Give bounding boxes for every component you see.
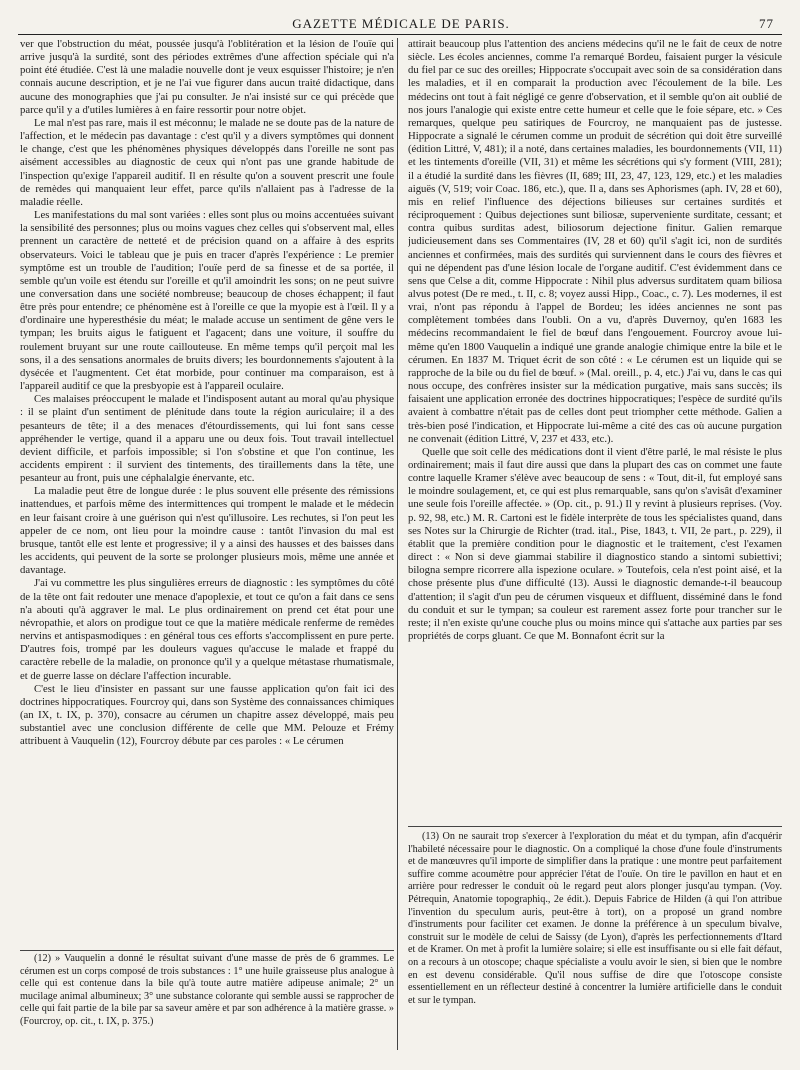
paragraph: La maladie peut être de longue durée : le plus souvent elle présente des rémissions inattendues, et parfois même des intermittences qui trompent le malade et le médecin en leur faisant croire à une guérison qui n'est qu'illusoire. Les rechutes, si l'on peut les appeler de ce nom, ont lieu pour la moindre cause : tantôt l'invasion du mal est brusque, tantôt elle est lente et progressive; il y a ainsi des hausses et des baisses dans les accidents, qui peuvent de la sorte se prolonger plusieurs mois, même une année et davantage. <box>20 485 394 577</box>
footnote-text: (12) » Vauquelin a donné le résultat suivant d'une masse de près de 6 grammes. Le cérumen est un corps composé de trois substances : 1° une huile graisseuse plus analogue à celle qui est contenue dans la bile qu'à toute autre matière adipeuse animale; 2° un mucilage animal albumineux; 3° une substance colorante qui semble aussi se rapprocher de celle qui fait partie de la bile par sa saveur amère et par son adhérence à la matière grasse. » (Fourcroy, op. cit., t. IX, p. 375.) <box>20 953 394 1027</box>
header-rule <box>18 34 782 35</box>
journal-title: GAZETTE MÉDICALE DE PARIS. <box>292 16 510 31</box>
paragraph: J'ai vu commettre les plus singulières erreurs de diagnostic : les symptômes du côté de la tête ont fait redouter une menace d'apoplexie, et tout ce qu'on a fait dans ce sens n'a abouti qu'à aggraver le mal. Le plus ordinairement on prend cet état pour une névropathie, et alors on prodigue tout ce que la matière médicale renferme de remèdes nervins et antispasmodiques : en général tous ces efforts s'accomplissent en pure perte. D'autres fois, trompé par les douleurs vagues qu'accuse le malade et frappé du caractère rebelle de la maladie, on prononce qu'il y a quelque métastase rhumatismale, et de guerre lasse on déclare l'affection incurable. <box>20 577 394 682</box>
footnote-text: (13) On ne saurait trop s'exercer à l'exploration du méat et du tympan, afin d'acquérir l'habileté nécessaire pour le diagnostic. On a compliqué la chose d'une foule d'instruments et de manœuvres qu'il importe de simplifier dans la pratique : une montre peut parfaitement suffire comme acoumètre pour apprécier l'état de l'ouïe. On tire le pavillon en haut et en arrière pour redresser le conduit où le regard peut alors plonger jusqu'au tympan. (Voy. Pétrequin, Anatomie topographiq., 2e édit.). Depuis Fabrice de Hilden (à qui l'on attribue l'invention du speculum auris, peut-être à tort), on a proposé un grand nombre d'instruments pour faciliter cet examen. Je donne la préférence à un speculum bivalve, construit sur le modèle de celui de Saissy (de Lyon), d'après les perfectionnements d'Itard et de Kramer. On met à profit la lumière solaire; si elle est insuffisante ou si elle fait défaut, on a recours à un otoscope; chaque spécialiste a voulu avoir le sien, si bien que le nombre en est devenu considérable. Qu'il nous suffise de dire que l'otoscope consiste essentiellement en un réflecteur destiné à concentrer la lumière artificielle dans le conduit et sur le tympan. <box>408 831 782 1006</box>
footnote-13 <box>408 831 782 1059</box>
column-divider <box>397 38 398 1050</box>
left-column <box>20 38 394 1050</box>
running-head <box>28 12 774 32</box>
paragraph: Quelle que soit celle des médications dont il vient d'être parlé, le mal résiste le plus ordinairement; mais il faut dire aussi que dans la plupart des cas on commet une faute contre laquelle Kramer s'élève avec beaucoup de sens : « Tout, dit-il, fut employé sans le moindre soulagement, et, ce qui est plus remarquable, sans qu'on s'avisât d'examiner une seule fois l'oreille affectée. » (Op. cit., p. 91.) Il y revint à plusieurs reprises. (Voy. p. 92, 98, etc.) M. R. Cartoni est le fidèle interprète de tous les spécialistes quand, dans ses Notes sur la Chirurgie de Richter (trad. ital., Pise, 1843, t. VII, 2e part., p. 229), il établit que la première condition pour le diagnostic et le traitement, c'est l'examen direct : « Non si deve giammai stabilire il diagnostico stando a sintomi subiettivi; bilogna sempre ricorrere alla ispezione oculare. » Toutefois, cela n'est point aisé, et la chose présente plus d'une difficulté (13). Aussi le diagnostic demande-t-il beaucoup d'attention; il s'agit d'un peu de cérumen visqueux et diffluent, disséminé dans le fond du conduit et sur le tympan; sa couleur est rarement assez forte pour trancher sur le reste; il n'en existe qu'une couche plus ou moins mince qui s'attache aux parties par ses propriétés de corps gluant. Ce que M. Bonnafont écrit sur la <box>408 445 782 643</box>
right-column <box>408 38 782 821</box>
footnote-rule <box>20 950 394 951</box>
footnote-rule <box>408 826 782 827</box>
paragraph: Le mal n'est pas rare, mais il est méconnu; le malade ne se doute pas de la nature de l'affection, et le médecin pas davantage : c'est qu'il y a divers symptômes qui donnent le change, c'est que les phénomènes physiques développés dans l'oreille ne sont pas aisément accessibles au diagnostic de ceux qui n'ont pas une grande habitude de l'inspection qu'exige l'appareil auditif. Il en résulte qu'on a souvent prescrit une foule de remèdes qui manquaient leur effet, parce qu'ils n'allaient pas à l'adresse de la maladie réelle. <box>20 116 394 208</box>
paragraph: attirait beaucoup plus l'attention des anciens médecins qu'il ne le fait de ceux de notre siècle. Les écoles anciennes, comme l'a remarqué Bordeu, faisaient purger la vésicule du fiel par ce suc des oreilles; Hippocrate s'occupait avec soin de sa considération dans les maladies, et il en comparait la production avec l'écoulement de la bile. Les médecins ont tout à fait négligé ce genre d'observation, et il semble qu'on ait oublié de nos jours l'analogie qui existe entre cette humeur et celle que le foie sépare, etc. » Ces remarques, quelque peu satiriques de Fourcroy, ne manquaient pas de justesse. Hippocrate a signalé le cérumen comme un produit de sécrétion qui doit être surveillé (édition Littré, V, 481); il a noté, dans certaines maladies, les bourdonnements (VII, 11) et les tintements d'oreille (VII, 31) et même les sécrétions qui s'y forment (VIII, 281); il a étudié la surdité dans les fièvres (II, 689; III, 23, 47, 123, 129, etc.) et les maladies aiguës (V, 519; voir Coac. 186, etc.), que. Il a, dans ses Aphorismes (aph. IV, 28 et 60), mis en relief l'influence des déjections bilieuses sur certaines surdités et réciproquement : Quibus dejectiones sunt biliosæ, superveniente surditate, cessant; et contra quibus surditas adest, biliosorum dejectione finitur. Galien remarque judicieusement dans ses Commentaires (IV, 28 et 60) qu'il s'agit ici, non de surdités anciennes et confirmées, mais des surdités qui surviennent dans le cours des fièvres et qui ne dépendent pas d'une lésion locale de l'organe auditif. C'est évidemment dans ce sens que Celse a dit, comme Hippocrate : Nihil plus adversus surditatem quam biliosa alvus potest (De re med., t. II, c. 8; voyez aussi Hipp., Coac., c. 7). Les modernes, il est vrai, n'ont pas répondu à l'appel de Bordeu; les idées anciennes ne sont pas complètement tombées dans l'oubli. On a vu, d'après Duvernoy, qu'en 1683 les médecins recommandaient le fiel de bœuf dans l'engouement. Fourcroy avoue lui-même qu'en 1800 Vauquelin a indiqué une grande analogie chimique entre la bile et le cérumen. En 1837 M. Triquet écrit de son côté : « Le cérumen est un liquide qui se rapproche de la bile ou du fiel de bœuf. » (Mal. oreill., p. 4, etc.) J'ai vu, dans le cas qui nous occupe, des confrères insister sur la médication purgative, mais sans succès; ils faisaient une application erronée des doctrines hippocratiques; l'espèce de surdité qu'ils avaient à combattre n'était pas de celles dont peut triompher cette méthode. Galien a très-bien posé l'indication, et Hippocrate lui-même a cité des cas où aucune purgation ne convenait (édition Littré, V, 237 et 433, etc.). <box>408 38 782 445</box>
paragraph: Les manifestations du mal sont variées : elles sont plus ou moins accentuées suivant la sensibilité des personnes; plus ou moins vagues chez celles qui s'observent mal, elles prennent un caractère de netteté et de précision quand on a affaire à des esprits observateurs. Voici le tableau que je puis en tracer d'après l'expérience : Le premier symptôme est un trouble de l'audition; l'ouïe perd de sa finesse et de sa portée, il semble qu'un voile est étendu sur l'oreille et qu'il amoindrit les sons; on ne peut suivre une conversation dans une société nombreuse; beaucoup de choses échappent; il faut être près pour entendre; ce phénomène est à l'oreille ce que la myopie est à l'œil. Il y a d'ordinaire une hyperesthésie du méat; le malade accuse un sentiment de gêne vers le tympan; les bruits aigus le fatiguent et l'agacent; dans une voiture, il souffre du roulement bruyant sur une route caillouteuse. En même temps qu'il perçoit mal les sons, il a des sensations anormales de bruits divers; les bourdonnements s'ajoutent à la dysécée et l'augmentent. Cet état morbide, pour continuer ma comparaison, est à l'appareil auditif ce que la presbyopie est à l'appareil oculaire. <box>20 209 394 393</box>
paragraph: C'est le lieu d'insister en passant sur une fausse application qu'on fait ici des doctrines hippocratiques. Fourcroy qui, dans son Système des connaissances chimiques (an IX, t. IX, p. 370), consacre au cérumen un chapitre assez développé, mais peu substantiel avec une conclusion différente de celle que MM. Pelouze et Frémy attribuent à Vauquelin (12), Fourcroy débute par ces paroles : « Le cérumen <box>20 682 394 748</box>
footnote-12 <box>20 953 394 1053</box>
paragraph: Ces malaises préoccupent le malade et l'indisposent autant au moral qu'au physique : il se plaint d'un sentiment de plénitude dans toute la région auriculaire; il a des pesanteurs de tête; il a des menaces d'étourdissements, qui lui font sans cesse appréhender le vertige, quand il a apparu une ou deux fois. Tout travail intellectuel devient difficile, et parfois impossible; si l'on s'obstine et que l'on continue, les accidents empirent : il survient des tintements, des tiraillements dans la tête, une pesanteur au front, puis une céphalalgie énervante, etc. <box>20 393 394 485</box>
paragraph: ver que l'obstruction du méat, poussée jusqu'à l'oblitération et la lésion de l'ouïe qui arrive jusqu'à la surdité, sont des périodes extrêmes d'une affection spéciale qui n'a point été étudiée. C'est là une maladie nouvelle dont je veux esquisser l'histoire; je n'en connais aucune description, et je ne l'ai vue figurer dans aucun traité didactique, dans aucune des monographies que j'ai pu consulter. Je n'ai insisté sur ce qui précède que parce qu'il y a d'utiles lumières à en faire ressortir pour notre objet. <box>20 38 394 116</box>
page-number: 77 <box>759 16 774 31</box>
